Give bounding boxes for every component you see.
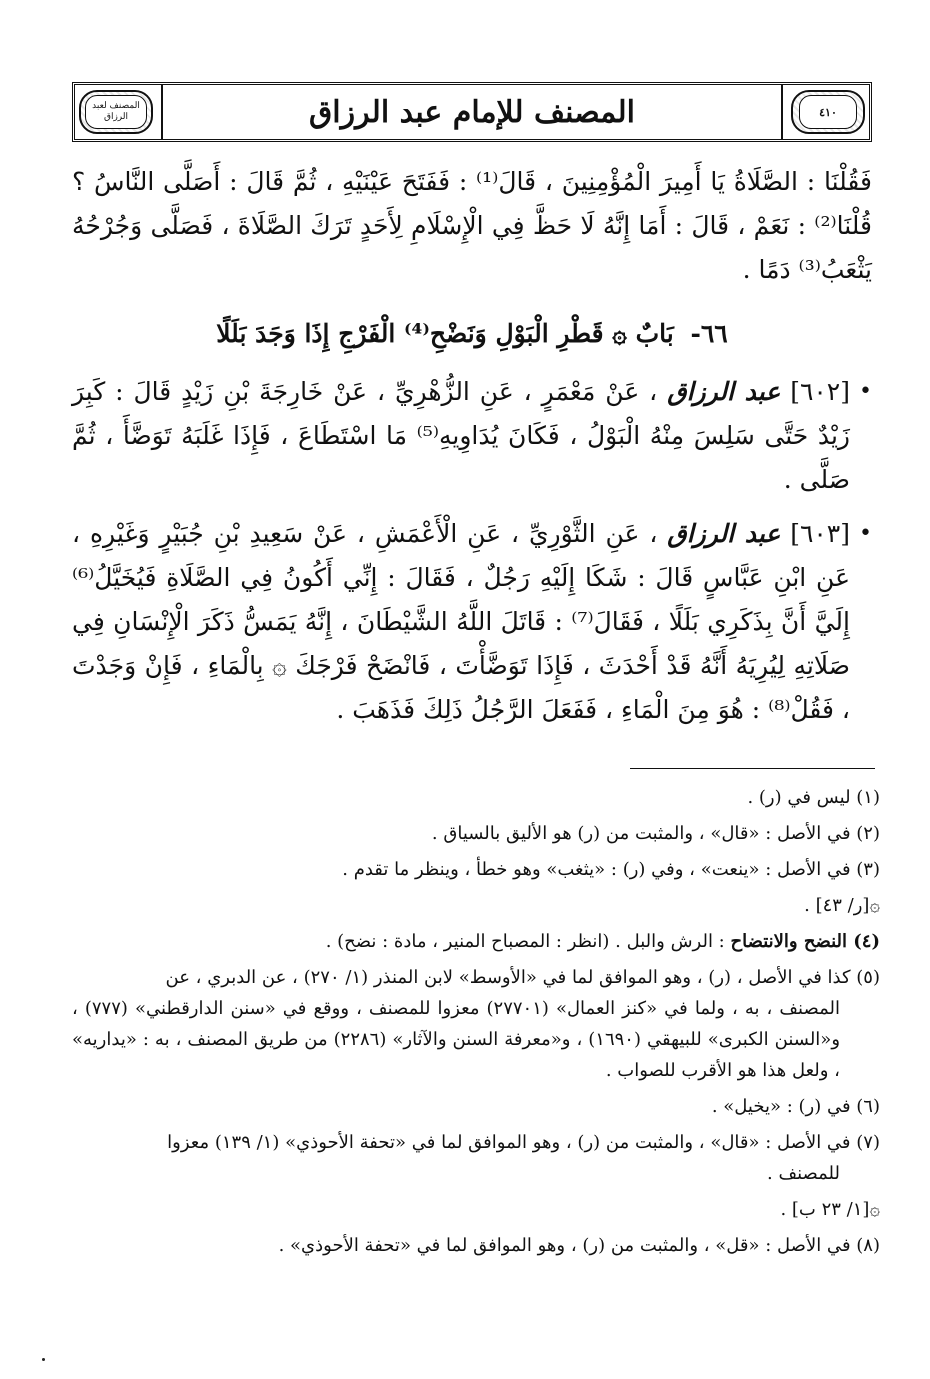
footnote-continuation: للمصنف . — [767, 1163, 840, 1184]
page-speck — [42, 1358, 45, 1361]
chapter-title: بَابٌ ۞ قَطْرِ الْبَوْلِ وَنَضْحِ⁽⁴⁾ الْفَرْجِ إِذَا وَجَدَ بَلَلًا — [216, 319, 674, 348]
main-text — [72, 160, 872, 742]
footnotes — [72, 782, 880, 1266]
bullet-icon: • — [859, 521, 872, 546]
footnote-divider — [630, 768, 875, 769]
hadith-number: [٦٠٣] — [790, 519, 851, 548]
book-logo-ornament — [79, 90, 153, 134]
footnote-8: (٨) في الأصل : «قل» ، والمثبت من (ر) ، وهو الموافق لما في «تحفة الأحوذي» . — [278, 1235, 880, 1256]
chapter-heading — [72, 314, 872, 354]
book-logo-text: المصنف لعبد الرزاق — [85, 95, 147, 129]
narrator-name: عبد الرزاق — [667, 377, 781, 406]
footnote-7 — [72, 1127, 880, 1189]
footnote-3: (٣) في الأصل : «ينعت» ، وفي (ر) : «يثغب» وهو خطأ ، وينظر ما تقدم . — [342, 859, 880, 880]
footnote-5 — [72, 962, 880, 1086]
footnote-1: (١) ليس في (ر) . — [747, 787, 880, 808]
page-number: ٤١٠ — [799, 95, 857, 129]
footnote-term: (٤) النضح والانتضاح — [730, 931, 880, 952]
opening-paragraph: فَقُلْنَا : الصَّلَاةُ يَا أَمِيرَ الْمُؤْمِنِينَ ، قَالَ⁽¹⁾ : فَفَتَحَ عَيْنَيْهِ ، ثُمَّ قَالَ : أَصَلَّى النَّاسُ ؟ قُلْنَا⁽²⁾ : نَعَمْ ، قَالَ : أَمَا إِنَّهُ لَا حَظَّ فِي الْإِسْلَامِ لِأَحَدٍ تَرَكَ الصَّلَاةَ ، فَصَلَّى وَجُرْحُهُ يَثْعَبُ⁽³⁾ دَمًا . — [72, 167, 872, 284]
hadith-entry-603 — [72, 512, 872, 732]
page-number-ornament — [791, 90, 865, 134]
hadith-text: ، عَنِ الثَّوْرِيِّ ، عَنِ الْأَعْمَشِ ، عَنْ سَعِيدِ بْنِ جُبَيْرٍ وَغَيْرِهِ ، عَنِ ابْنِ عَبَّاسٍ قَالَ : شَكَا إِلَيْهِ رَجُلٌ ، فَقَالَ : إِنِّي أَكُونُ فِي الصَّلَاةِ فَيُخَيَّلُ⁽⁶⁾ إِلَيَّ أَنَّ بِذَكَرِي بَلَلًا ، فَقَالَ⁽⁷⁾ : قَاتَلَ اللَّهُ الشَّيْطَانَ ، إِنَّهُ يَمَسُّ ذَكَرَ الْإِنْسَانِ فِي صَلَاتِهِ لِيُرِيَهُ أَنَّهُ قَدْ أَحْدَثَ ، فَإِذَا تَوَضَّأْتَ ، فَانْضَحْ فَرْجَكَ ۞ بِالْمَاءِ ، فَإِنْ وَجَدْتَ ، فَقُلْ⁽⁸⁾ : هُوَ مِنَ الْمَاءِ ، فَفَعَلَ الرَّجُلُ ذَلِكَ فَذَهَبَ . — [72, 519, 850, 724]
footnote-2: (٢) في الأصل : «قال» ، والمثبت من (ر) هو الأليق بالسياق . — [431, 823, 880, 844]
narrator-name: عبد الرزاق — [667, 519, 781, 548]
footnote-continuation: المصنف ، به ، ولما في «كنز العمال» (٢٧٧٠١) معزوا للمصنف ، ووقع في «سنن الدارقطني» (٧٧٧) ، و«السنن الكبرى» للبيهقي (١٦٩٠) ، و«معرفة السنن والآثار» (٢٢٨٦) من طريق المصنف ، به : «يداريه» ، ولعل هذا هو الأقرب للصواب . — [72, 998, 841, 1081]
manuscript-marker: ۞[١/ ٢٣ ب] . — [780, 1199, 880, 1220]
hadith-number: [٦٠٢] — [790, 377, 851, 406]
footnote-line: (٧) في الأصل : «قال» ، والمثبت من (ر) ، وهو الموافق لما في «تحفة الأحوذي» (١/ ١٣٩) معزوا — [167, 1132, 880, 1153]
manuscript-marker: ۞[ر/ ٤٣] . — [804, 895, 880, 916]
page-header — [72, 82, 872, 142]
chapter-number: ٦٦- — [690, 319, 728, 348]
footnote-line: (٥) كذا في الأصل ، (ر) ، وهو الموافق لما في «الأوسط» لابن المنذر (١/ ٢٧٠) ، عن الدبري ، عن — [165, 967, 880, 988]
footnote-4 — [72, 926, 880, 957]
book-title: المصنف للإمام عبد الرزاق — [161, 85, 783, 139]
footnote-text: : الرش والبل . (انظر : المصباح المنير ، مادة : نضح) . — [325, 931, 725, 952]
hadith-text: ، عَنْ مَعْمَرٍ ، عَنِ الزُّهْرِيِّ ، عَنْ خَارِجَةَ بْنِ زَيْدٍ قَالَ : كَبِرَ زَيْدٌ حَتَّى سَلِسَ مِنْهُ الْبَوْلُ ، فَكَانَ يُدَاوِيهِ⁽⁵⁾ مَا اسْتَطَاعَ ، فَإِذَا غَلَبَهُ تَوَضَّأَ ، ثُمَّ صَلَّى . — [72, 377, 850, 494]
footnote-6: (٦) في (ر) : «يخيل» . — [711, 1096, 880, 1117]
hadith-entry-602 — [72, 370, 872, 502]
bullet-icon: • — [859, 379, 872, 404]
